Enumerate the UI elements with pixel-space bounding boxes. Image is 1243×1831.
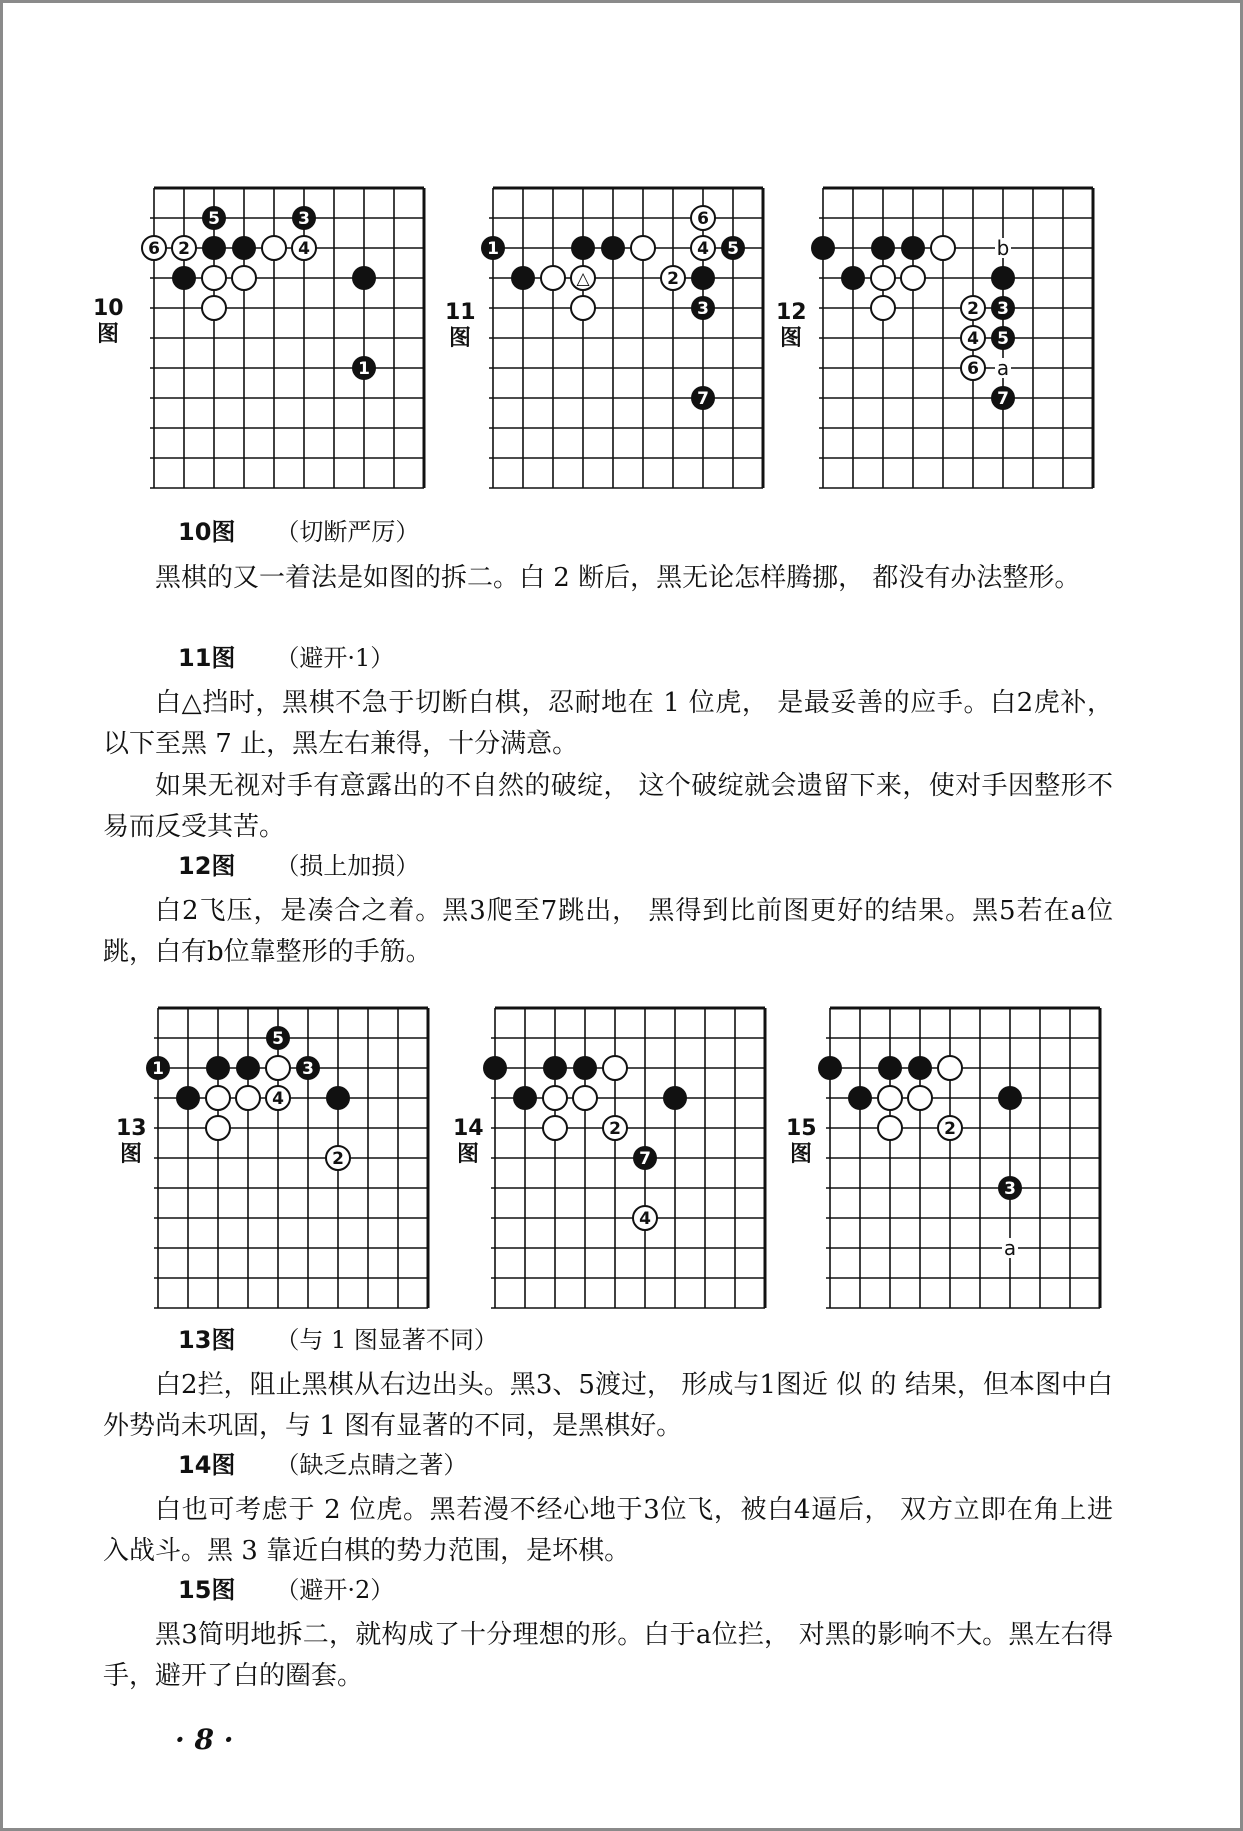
board-grid <box>491 1008 765 1308</box>
move-number: 3 <box>1004 1179 1016 1199</box>
paragraph-13: 白2拦，阻止黑棋从右边出头。黑3、5渡过， 形成与1图近 似 的 结果，但本图中白外势尚未巩固，与 1 图有显著的不同，是黑棋好。 <box>103 1370 1113 1441</box>
black-stone <box>352 266 376 290</box>
go-diagram-13 <box>98 998 428 1313</box>
move-number: 1 <box>487 239 499 259</box>
move-number: 3 <box>302 1059 314 1079</box>
move-number: 4 <box>298 239 310 259</box>
white-stone <box>938 1056 962 1080</box>
go-board-10 <box>93 178 423 493</box>
white-stone <box>262 236 286 260</box>
black-stone <box>663 1086 687 1110</box>
white-stone <box>206 1086 230 1110</box>
move-number: 5 <box>208 209 220 229</box>
figure-label-12: 12 图 <box>776 300 807 351</box>
white-stone <box>908 1086 932 1110</box>
caption-13: 13图 （与 1 图显著不同） <box>178 1326 498 1354</box>
white-stone <box>541 266 565 290</box>
move-number: 3 <box>997 299 1009 319</box>
black-stone <box>878 1056 902 1080</box>
white-stone <box>236 1086 260 1110</box>
caption-10: 10图 （切断严厉） <box>178 518 420 546</box>
white-stone <box>878 1086 902 1110</box>
board-grid <box>150 188 424 488</box>
go-diagram-15 <box>768 998 1098 1313</box>
board-grid <box>826 1008 1100 1308</box>
white-stone <box>543 1116 567 1140</box>
position-letter: a <box>1003 1236 1017 1260</box>
white-stone <box>603 1056 627 1080</box>
move-number: 4 <box>697 239 709 259</box>
paragraph-11b: 如果无视对手有意露出的不自然的破绽， 这个破绽就会遗留下来，使对手因整形不易而反受其苦。 <box>103 771 1113 842</box>
black-stone <box>206 1056 230 1080</box>
black-stone <box>991 266 1015 290</box>
black-stone <box>901 236 925 260</box>
move-number: 2 <box>178 239 190 259</box>
position-letter: b <box>996 236 1010 260</box>
white-stone <box>901 266 925 290</box>
white-stone <box>202 296 226 320</box>
move-number: 3 <box>298 209 310 229</box>
white-stone <box>202 266 226 290</box>
move-number: 2 <box>609 1119 621 1139</box>
move-number: 7 <box>997 389 1009 409</box>
go-diagram-12 <box>763 178 1093 493</box>
figure-label-15: 15 图 <box>786 1116 817 1167</box>
white-stone <box>931 236 955 260</box>
move-number: 4 <box>272 1089 284 1109</box>
white-stone <box>871 296 895 320</box>
black-stone <box>871 236 895 260</box>
go-diagram-10 <box>93 178 423 493</box>
caption-15: 15图 （避开·2） <box>178 1576 395 1604</box>
move-number: 3 <box>697 299 709 319</box>
board-grid <box>819 188 1093 488</box>
page-number: · 8 · <box>175 1723 234 1756</box>
paragraph-10: 黑棋的又一着法是如图的拆二。白 2 断后，黑无论怎样腾挪， 都没有办法整形。 <box>155 563 1081 593</box>
black-stone <box>326 1086 350 1110</box>
paragraph-14: 白也可考虑于 2 位虎。黑若漫不经心地于3位飞，被白4逼后， 双方立即在角上进入战斗。黑 3 靠近白棋的势力范围，是坏棋。 <box>103 1495 1113 1566</box>
move-number: 4 <box>967 329 979 349</box>
move-number: 2 <box>667 269 679 289</box>
move-number: 1 <box>358 359 370 379</box>
black-stone <box>573 1056 597 1080</box>
black-stone <box>236 1056 260 1080</box>
white-stone <box>543 1086 567 1110</box>
figure-label-11: 11 图 <box>445 300 476 351</box>
go-board-13 <box>98 998 428 1313</box>
move-number: 6 <box>697 209 709 229</box>
black-stone <box>601 236 625 260</box>
black-stone <box>543 1056 567 1080</box>
paragraph-11a: 白△挡时，黑棋不急于切断白棋，忍耐地在 1 位虎， 是最妥善的应手。白2虎补，以下至黑 7 止，黑左右兼得，十分满意。 <box>103 688 1113 759</box>
white-stone <box>631 236 655 260</box>
caption-14: 14图 （缺乏点睛之著） <box>178 1451 468 1479</box>
move-number: 7 <box>639 1149 651 1169</box>
move-number: 1 <box>152 1059 164 1079</box>
move-number: 5 <box>727 239 739 259</box>
move-number: 7 <box>697 389 709 409</box>
caption-11: 11图 （避开·1） <box>178 644 395 672</box>
move-number: 5 <box>272 1029 284 1049</box>
black-stone <box>818 1056 842 1080</box>
move-number: 6 <box>967 359 979 379</box>
black-stone <box>811 236 835 260</box>
paragraph-15: 黑3简明地拆二，就构成了十分理想的形。白于a位拦， 对黑的影响不大。黑左右得手，避开了白的圈套。 <box>103 1620 1113 1691</box>
position-letter: a <box>996 356 1010 380</box>
move-number: △ <box>576 269 590 289</box>
book-page <box>3 3 1240 1828</box>
figure-label-13: 13 图 <box>116 1116 147 1167</box>
move-number: 5 <box>997 329 1009 349</box>
move-number: 2 <box>944 1119 956 1139</box>
black-stone <box>511 266 535 290</box>
figure-label-10: 10 图 <box>93 296 124 347</box>
go-diagram-14 <box>433 998 763 1313</box>
white-stone <box>266 1056 290 1080</box>
black-stone <box>848 1086 872 1110</box>
black-stone <box>998 1086 1022 1110</box>
black-stone <box>176 1086 200 1110</box>
paragraph-12: 白2飞压，是凑合之着。黑3爬至7跳出， 黑得到比前图更好的结果。黑5若在a位跳，白有b位靠整形的手筋。 <box>103 896 1113 967</box>
black-stone <box>908 1056 932 1080</box>
black-stone <box>571 236 595 260</box>
white-stone <box>206 1116 230 1140</box>
go-diagram-11 <box>423 178 763 493</box>
move-number: 6 <box>148 239 160 259</box>
board-grid <box>154 1008 428 1308</box>
black-stone <box>483 1056 507 1080</box>
black-stone <box>513 1086 537 1110</box>
board-grid <box>489 188 763 488</box>
black-stone <box>172 266 196 290</box>
white-stone <box>573 1086 597 1110</box>
black-stone <box>691 266 715 290</box>
move-number: 4 <box>639 1209 651 1229</box>
white-stone <box>571 296 595 320</box>
black-stone <box>232 236 256 260</box>
move-number: 2 <box>967 299 979 319</box>
black-stone <box>202 236 226 260</box>
white-stone <box>871 266 895 290</box>
go-board-15 <box>768 998 1098 1313</box>
caption-12: 12图 （损上加损） <box>178 852 420 880</box>
go-board-12 <box>763 178 1093 493</box>
move-number: 2 <box>332 1149 344 1169</box>
white-stone <box>878 1116 902 1140</box>
white-stone <box>232 266 256 290</box>
black-stone <box>841 266 865 290</box>
figure-label-14: 14 图 <box>453 1116 484 1167</box>
